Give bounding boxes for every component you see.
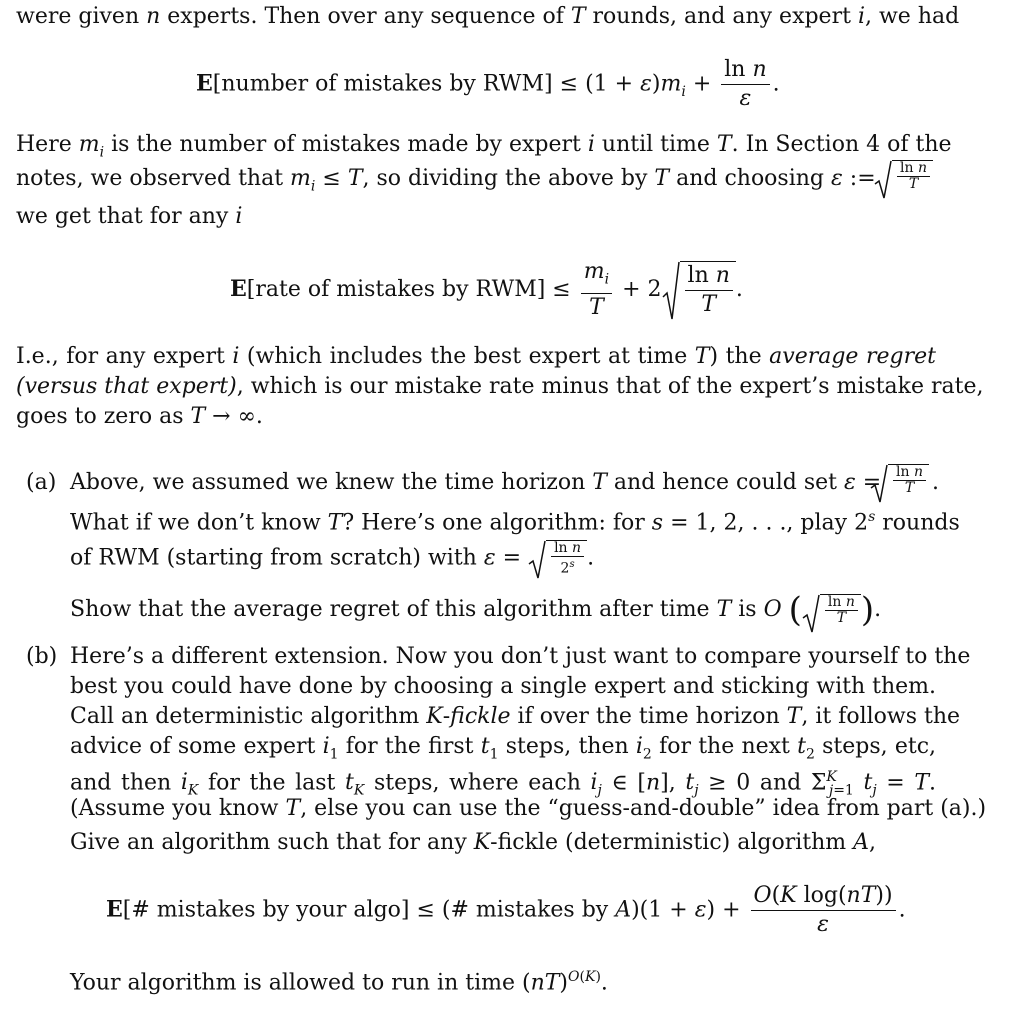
intro-paragraph-2-line-2: notes, we observed that $m_i \le T$, so dividing the above by T and choosing ε := $\frac{\text{ln n}}{T}$	[16, 164, 936, 201]
part-b-line-3: Call an deterministic algorithm K-fickle if over the time horizon T, it follows the	[70, 704, 961, 729]
part-b-line-6: (Assume you know T, else you can use the “guess-and-double” idea from part (a).)	[70, 796, 987, 821]
equation-fickle-bound: E[# mistakes by your algo] ≤ (# mistakes by A)(1 + ε) + $\frac{\text{O(K log(nT))}}{\varepsilon}$ .	[106, 883, 906, 937]
intro-paragraph-2-line-1: Here $m_i$ is the number of mistakes made by expert i until time T. In Section 4 of the	[16, 132, 952, 161]
intro-line-1: were given n experts. Then over any sequence of T rounds, and any expert i, we had	[16, 4, 960, 29]
part-a-line-4: Show that the average regret of this algorithm after time T is O ( $\frac{\text{ln n}}{T}$ ).	[70, 590, 882, 630]
part-b-line-7: Give an algorithm such that for any K-fickle (deterministic) algorithm A,	[70, 830, 876, 855]
part-b-line-5: and then $i_K$ for the last $t_K$ steps, where each $i_j$ ∈ [n], $t_j \ge 0$ and $\Sigma^K_{j=1}$ $t_j = T$.	[70, 769, 937, 799]
part-a-label: (a)	[26, 470, 57, 495]
part-b-line-4: advice of some expert $i_1$ for the first $t_1$ steps, then $i_2$ for the next $t_2$ steps, etc,	[70, 734, 937, 763]
intro-paragraph-3-line-1: I.e., for any expert i (which includes the best expert at time T) the average regret	[16, 344, 936, 369]
intro-paragraph-2-line-3: we get that for any i	[16, 204, 243, 229]
part-b-line-2: best you could have done by choosing a single expert and sticking with them.	[70, 674, 937, 699]
part-a-line-1: Above, we assumed we knew the time horizon T and hence could set ε = $\frac{\text{ln n}}{T}$ .	[70, 468, 936, 498]
intro-paragraph-3-line-2: (versus that expert), which is our mistake rate minus that of the expert’s mistake rate,	[16, 374, 984, 399]
equation-rate-of-mistakes: E[rate of mistakes by RWM] ≤ $\frac{m_i}{T}$ + 2 $\frac{\text{ln n}}{T}$ .	[230, 259, 743, 321]
intro-paragraph-3-line-3: goes to zero as T → ∞.	[16, 404, 263, 429]
part-b-line-1: Here’s a different extension. Now you don’t just want to compare yourself to the	[70, 644, 971, 669]
part-b-label: (b)	[26, 644, 58, 669]
part-a-line-3: of RWM (starting from scratch) with ε = $\frac{\text{ln n}}{2^s}$ .	[70, 540, 595, 577]
equation-expected-mistakes: E[number of mistakes by $RWM] \le (1 + \varepsilon)m_i$ + $\frac{\text{ln n}}{\varepsilon}$ .	[196, 57, 780, 111]
part-b-line-8: Your algorithm is allowed to run in time (nT)$^{O(K)}$.	[70, 969, 608, 996]
part-a-line-2: What if we don’t know T? Here’s one algorithm: for s = 1, 2, . . ., play 2$^s$ rounds	[70, 509, 960, 536]
